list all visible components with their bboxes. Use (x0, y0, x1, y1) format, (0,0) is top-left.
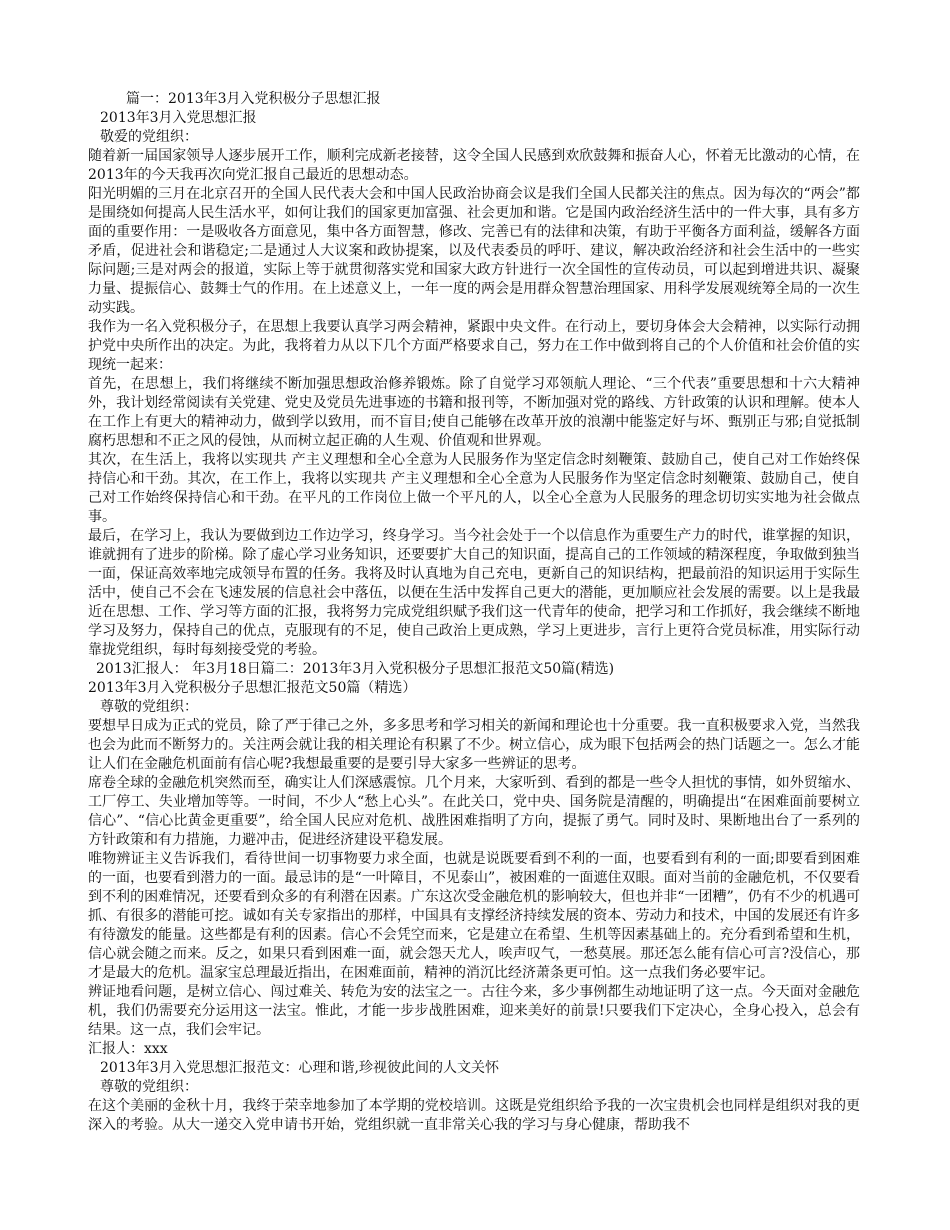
paragraph-dialectical-view: 辨证地看问题，是树立信心、闯过难关、转危为安的法宝之一。古往今来，多少事例都生动地证明了这一点。今天面对金融危机，我们仍需要充分运用这一法宝。惟此，才能一步步战胜困难，迎来美好的前景!只要我们下定决心，全身心投入，总会有结果。这一点，我们会牢记。 (88, 984, 860, 1038)
paragraph-join-party: 要想早日成为正式的党员，除了严于律己之外，多多思考和学习相关的新闻和理论也十分重要。我一直积极要求入党，当然我也会为此而不断努力的。关注两会就让我的相关理论有积累了不少。树立信心，成为眼下包括两会的热门话题之一。怎么才能让人们在金融危机面前有信心呢?我想最重要的是要引导大家多一些辨证的思考。 (88, 718, 860, 772)
paragraph-commitment: 我作为一名入党积极分子，在思想上我要认真学习两会精神，紧跟中央文件。在行动上，要切身体会大会精神，以实际行动拥护党中央所作出的决定。为此，我将着力从以下几个方面严格要求自己，努力在工作中做到将自己的个人价值和社会价值的实现统一起来： (88, 319, 860, 373)
paragraph-second-life: 其次，在生活上，我将以实现共 产主义理想和全心全意为人民服务作为坚定信念时刻鞭策、鼓励自己，使自己对工作始终保持信心和干劲。其次，在工作上，我将以实现共 产主义理想和全心全意为人民服务作为坚定信念时刻鞭策、鼓励自己，使自己对工作始终保持信心和干劲。在平凡的工作岗位上做一个平凡的人，以全心全意为人民服务的理念切切实实地为社会做点事。 (88, 452, 860, 525)
paragraph-first-thought: 首先，在思想上，我们将继续不断加强思想政治修养锻炼。除了自觉学习邓领航人理论、“三个代表”重要思想和十六大精神外，我计划经常阅读有关党建、党史及党员先进事迹的书籍和报刊等，不断加强对党的路线、方针政策的认识和理解。使本人在工作上有更大的精神动力，做到学以致用，而不盲目;使自己能够在改革开放的浪潮中能鉴定好与坏、甄别正与邪;自觉抵制腐朽思想和不正之风的侵蚀，从而树立起正确的人生观、价值观和世界观。 (88, 376, 860, 449)
paragraph-financial-crisis: 席卷全球的金融危机突然而至，确实让人们深感震惊。几个月来，大家听到、看到的都是一些令人担忧的事情，如外贸缩水、工厂停工、失业增加等等。一时间，不少人“愁上心头”。在此关口，党中央、国务院是清醒的，明确提出“在困难面前要树立信心”、“信心比黄金更重要”，给全国人民应对危机、战胜困难指明了方向，提振了勇气。同时及时、果断地出台了一系列的方针政策和有力措施，力避冲击，促进经济建设平稳发展。 (88, 775, 860, 848)
signature-and-section-heading-2: 2013汇报人： 年3月18日篇二：2013年3月入党积极分子思想汇报范文50篇(精选) (96, 661, 615, 677)
paragraph-two-sessions: 阳光明媚的三月在北京召开的全国人民代表大会和中国人民政治协商会议是我们全国人民都关注的焦点。因为每次的“两会”都是围绕如何提高人民生活水平，如何让我们的国家更加富强、社会更加和谐。它是国内政治经济生活中的一件大事，具有多方面的重要作用：一是吸收各方面意见，集中各方面智慧，修改、完善已有的法律和决策，有助于平衡各方面利益，缓解各方面矛盾，促进社会和谐稳定;二是通过人大议案和政协提案，以及代表委员的呼吁、建议，解决政治经济和社会生活中的一些实际问题;三是对两会的报道，实际上等于就贯彻落实党和国家大政方针进行一次全国性的宣传动员，可以起到增进共识、凝聚力量、提振信心、鼓舞士气的作用。在上述意义上，一年一度的两会是用群众智慧治理国家、用科学发展观统筹全局的一次生动实践。 (88, 186, 860, 316)
signature-reporter: 汇报人：xxx (88, 1041, 168, 1057)
report-title-3: 2013年3月入党思想汇报范文：心理和谐,珍视彼此间的人文关怀 (100, 1060, 499, 1076)
document-body (88, 90, 860, 1135)
paragraph-last-study: 最后，在学习上，我认为要做到边工作边学习，终身学习。当今社会处于一个以信息作为重要生产力的时代，谁掌握的知识，谁就拥有了进步的阶梯。除了虚心学习业务知识，还要要扩大自己的知识面，提高自己的工作领域的精深程度，争取做到独当一面，保证高效率地完成领导布置的任务。我将及时认真地为自己充电，更新自己的知识结构，把最前沿的知识运用于实际生活中，使自己不会在飞速发展的信息社会中落伍，以便在生活中发挥自己更大的潜能，更加顺应社会发展的需要。以上是我最近在思想、工作、学习等方面的汇报，我将努力完成党组织赋予我们这一代青年的使命，把学习和工作抓好，我会继续不断地学习及努力，保持自己的优点，克服现有的不足，使自己政治上更成熟，学习上更进步，言行上更符合党员标准，用实际行动靠拢党组织，每时每刻接受党的考验。 (88, 528, 860, 658)
paragraph-dialectics: 唯物辨证主义告诉我们，看待世间一切事物要力求全面，也就是说既要看到不利的一面，也要看到有利的一面;即要看到困难的一面，也要看到潜力的一面。最忌讳的是“一叶障目，不见泰山”，被困难的一面遮住双眼。面对当前的金融危机，不仅要看到不利的困难情况，还要看到众多的有利潜在因素。广东这次受金融危机的影响较大，但也并非“一团糟”，仍有不少的机遇可抓、有很多的潜能可挖。诚如有关专家指出的那样，中国具有支撑经济持续发展的资本、劳动力和技术，中国的发展还有许多有待激发的能量。这些都是有利的因素。信心不会凭空而来，它是建立在希望、生机等因素基础上的。充分看到希望和生机，信心就会随之而来。反之，如果只看到困难一面，就会怨天尤人，唉声叹气，一愁莫展。那还怎么能有信心可言?没信心，那才是最大的危机。温家宝总理最近指出，在困难面前，精神的消沉比经济萧条更可怕。这一点我们务必要牢记。 (88, 851, 860, 981)
report-title-2: 2013年3月入党积极分子思想汇报范文50篇（精选） (88, 680, 417, 696)
report-title-1: 2013年3月入党思想汇报 (100, 110, 257, 126)
salutation-1: 敬爱的党组织： (100, 129, 198, 145)
section-heading-1: 篇一：2013年3月入党积极分子思想汇报 (126, 91, 381, 107)
paragraph-party-school: 在这个美丽的金秋十月，我终于荣幸地参加了本学期的党校培训。这既是党组织给予我的一次宝贵机会也同样是组织对我的更深入的考验。从大一递交入党申请书开始，党组织就一直非常关心我的学习与身心健康，帮助我不 (88, 1098, 860, 1133)
salutation-2: 尊敬的党组织： (100, 699, 198, 715)
salutation-3: 尊敬的党组织： (100, 1079, 198, 1095)
paragraph-intro: 随着新一届国家领导人逐步展开工作，顺利完成新老接替，这令全国人民感到欢欣鼓舞和振奋人心，怀着无比激动的心情，在2013年的今天我再次向党汇报自己最近的思想动态。 (88, 148, 860, 183)
